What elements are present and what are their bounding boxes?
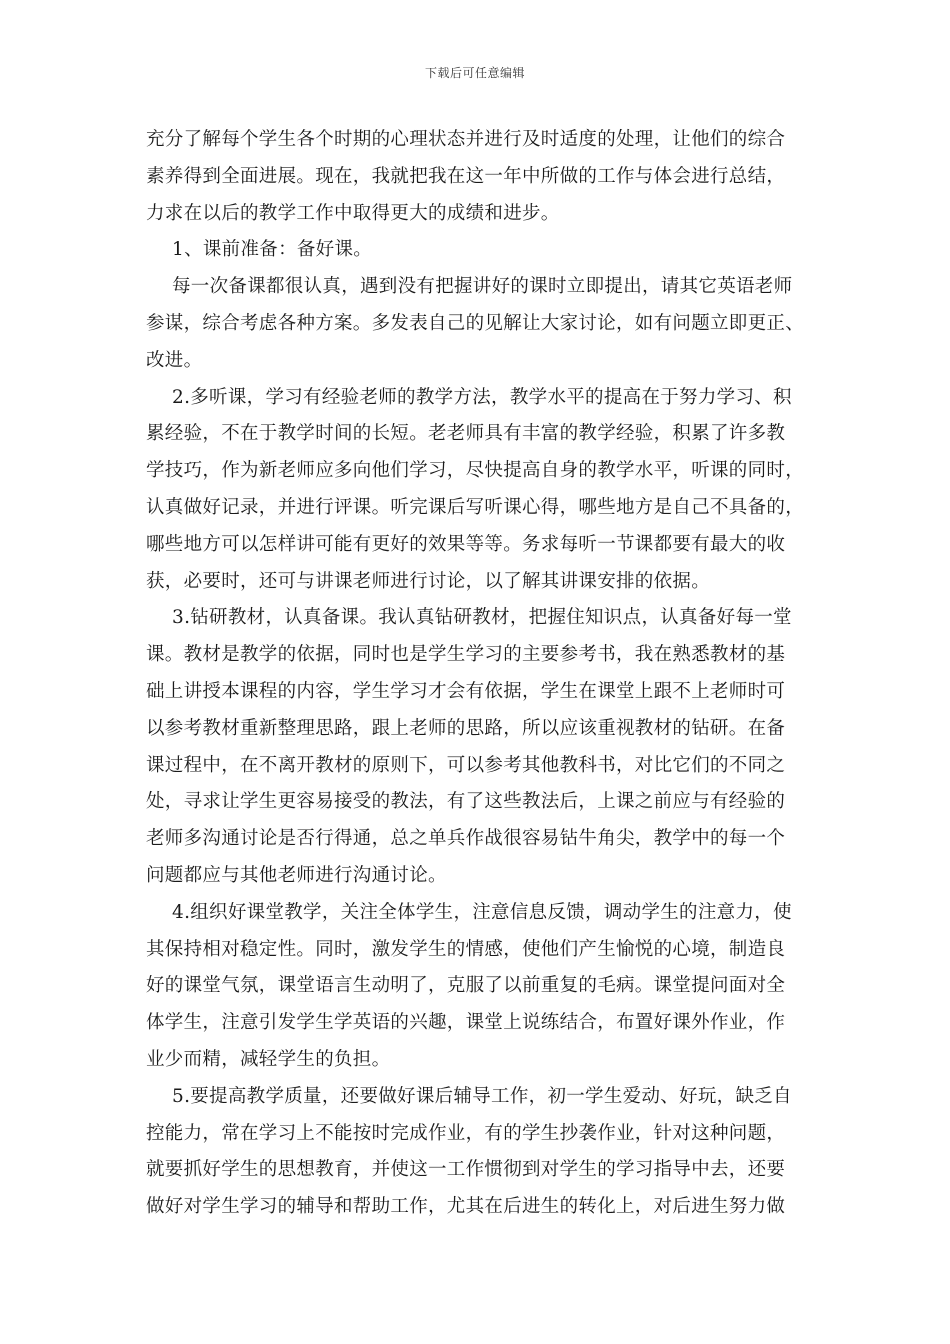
- text-line: 3.钻研教材，认真备课。我认真钻研教材，把握住知识点，认真备好每一堂: [172, 607, 792, 629]
- text-line: 2.多听课，学习有经验老师的教学方法，教学水平的提高在于努力学习、积: [172, 386, 792, 408]
- text-line: 处，寻求让学生更容易接受的教法，有了这些教法后，上课之前应与有经验的: [146, 791, 786, 813]
- text-line: 业少而精，减轻学生的负担。: [146, 1048, 391, 1070]
- text-line: 好的课堂气氛，课堂语言生动明了，克服了以前重复的毛病。课堂提问面对全: [146, 975, 786, 997]
- text-line: 力求在以后的教学工作中取得更大的成绩和进步。: [146, 202, 560, 224]
- text-line: 获，必要时，还可与讲课老师进行讨论，以了解其讲课安排的依据。: [146, 570, 711, 592]
- text-line: 改进。: [146, 349, 203, 371]
- text-line: 做好对学生学习的辅导和帮助工作，尤其在后进生的转化上，对后进生努力做: [146, 1196, 786, 1218]
- text-line: 每一次备课都很认真，遇到没有把握讲好的课时立即提出，请其它英语老师: [172, 276, 793, 298]
- text-line: 素养得到全面进展。现在，我就把我在这一年中所做的工作与体会进行总结，: [146, 165, 786, 187]
- text-line: 认真做好记录，并进行评课。听完课后写听课心得，哪些地方是自己不具备的，: [146, 496, 805, 518]
- text-line: 础上讲授本课程的内容，学生学习才会有依据，学生在课堂上跟不上老师时可: [146, 680, 786, 702]
- text-line: 学技巧，作为新老师应多向他们学习，尽快提高自身的教学水平，听课的同时，: [146, 460, 805, 482]
- text-line: 参谋，综合考虑各种方案。多发表自己的见解让大家讨论，如有问题立即更正、: [146, 312, 805, 334]
- text-line: 4.组织好课堂教学，关注全体学生，注意信息反馈，调动学生的注意力，使: [172, 901, 792, 923]
- page-header: 下载后可任意编辑: [424, 66, 525, 80]
- text-line: 1、课前准备：备好课。: [172, 239, 373, 261]
- text-line: 体学生，注意引发学生学英语的兴趣，课堂上说练结合，布置好课外作业，作: [146, 1012, 786, 1034]
- text-line: 控能力，常在学习上不能按时完成作业，有的学生抄袭作业，针对这种问题，: [146, 1122, 786, 1144]
- text-line: 以参考教材重新整理思路，跟上老师的思路，所以应该重视教材的钻研。在备: [146, 717, 786, 739]
- text-line: 老师多沟通讨论是否行得通，总之单兵作战很容易钻牛角尖，教学中的每一个: [146, 828, 786, 850]
- text-line: 问题都应与其他老师进行沟通讨论。: [146, 864, 447, 886]
- text-line: 课过程中，在不离开教材的原则下，可以参考其他教科书，对比它们的不同之: [146, 754, 786, 776]
- document-body: [146, 122, 810, 1226]
- text-line: 就要抓好学生的思想教育，并使这一工作惯彻到对学生的学习指导中去，还要: [146, 1159, 786, 1181]
- text-line: 课。教材是教学的依据，同时也是学生学习的主要参考书，我在熟悉教材的基: [146, 644, 786, 666]
- text-line: 其保持相对稳定性。同时，激发学生的情感，使他们产生愉悦的心境，制造良: [146, 938, 786, 960]
- text-line: 充分了解每个学生各个时期的心理状态并进行及时适度的处理，让他们的综合: [146, 129, 786, 150]
- text-line: 累经验，不在于教学时间的长短。老老师具有丰富的教学经验，积累了许多教: [146, 423, 786, 445]
- text-line: 5.要提高教学质量，还要做好课后辅导工作，初一学生爱动、好玩，缺乏自: [172, 1085, 792, 1107]
- text-line: 哪些地方可以怎样讲可能有更好的效果等等。务求每听一节课都要有最大的收: [146, 533, 786, 555]
